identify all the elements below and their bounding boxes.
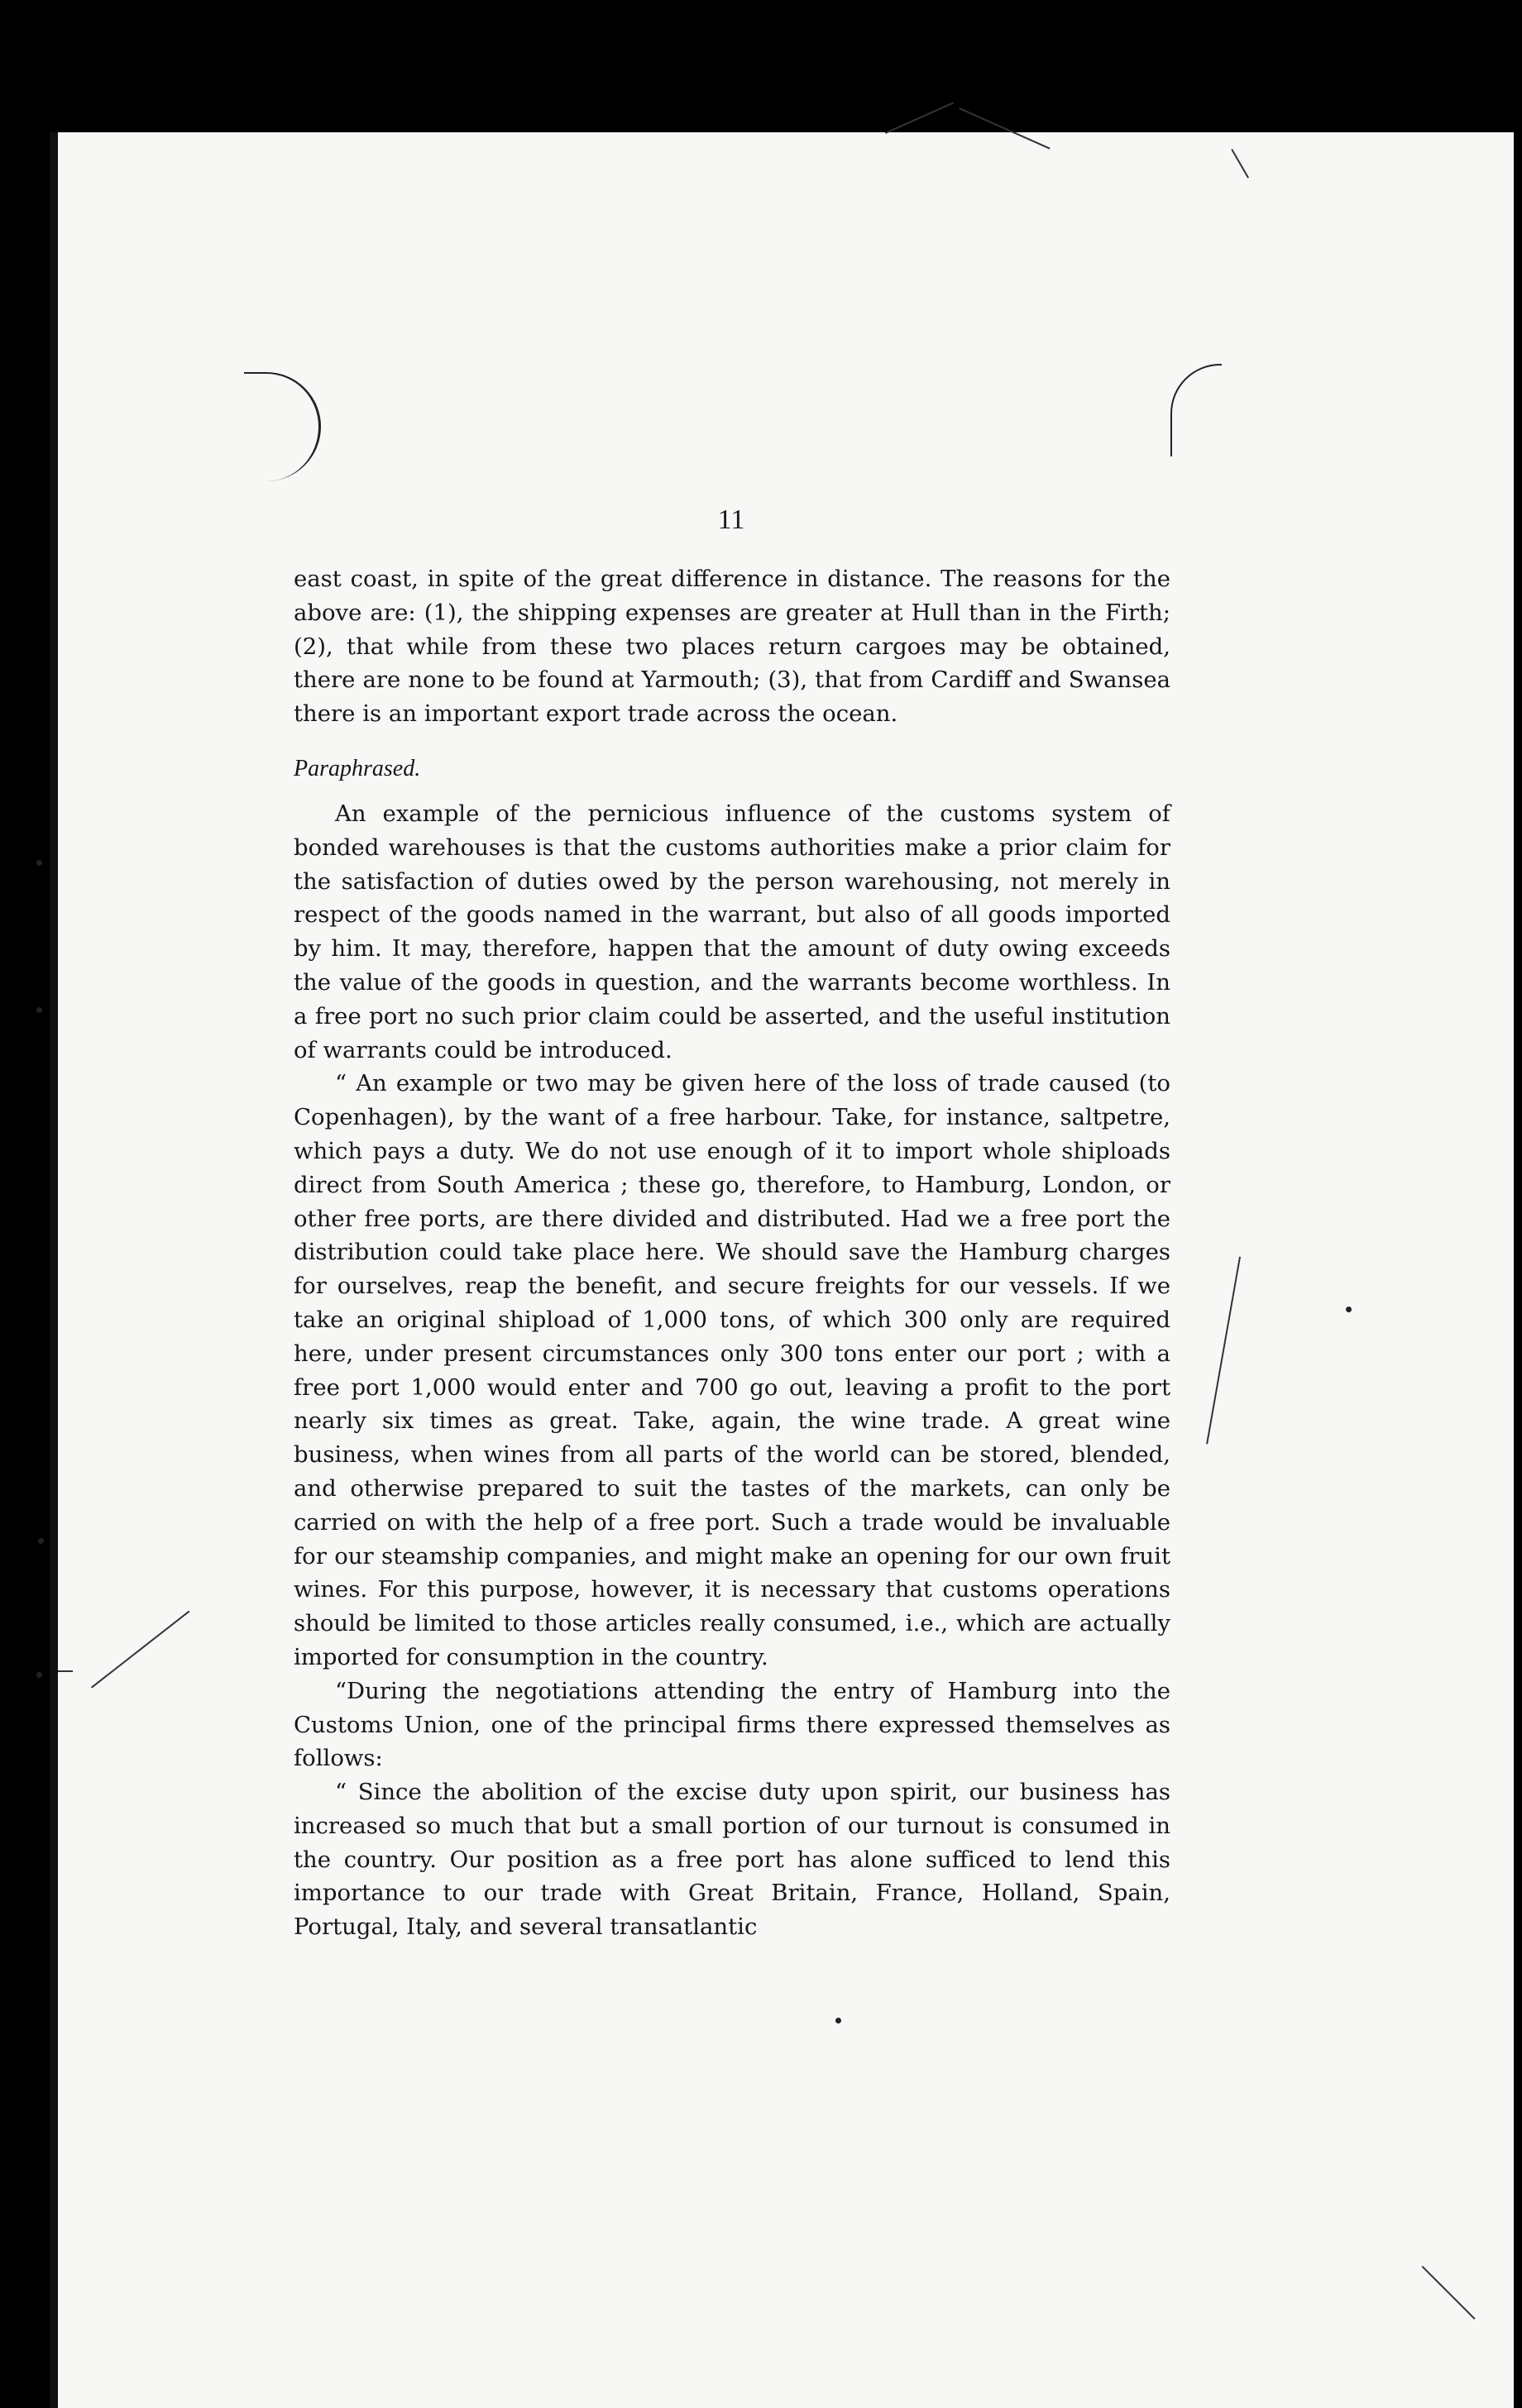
margin-dot-2 <box>36 1007 42 1013</box>
margin-dot-1 <box>36 860 42 866</box>
paragraph-hamburg-negotiations: “During the negotiations attending the entry of Hamburg into the Customs Union, one of the principal firms there expressed themselves as follows: <box>294 1677 1170 1772</box>
scan-mark-stroke-top <box>885 102 954 133</box>
paragraph-excise-duty-quote: “ Since the abolition of the excise duty upon spirit, our business has increased so much that but a small portion of our turnout is consumed in the country. Our position as a free port has alone sufficed to lend this importance to our trade with Great Britain, France, Holland, Spain, Portugal, Italy, and several transatlantic <box>294 1779 1170 1941</box>
scan-mark-tick-left-1 <box>58 1670 73 1672</box>
scan-mark-stroke-right-margin <box>1206 1257 1241 1445</box>
paragraph-bonded-warehouses: An example of the pernicious influence of the customs system of bonded warehouses is that the customs authorities make a prior claim for the satisfaction of duties owed by the person warehousing, not merely in respect of the goods named in the warrant, but also of all goods imported by him. It may, therefore, happen that the amount of duty owing exceeds the value of the goods in question, and the warrants become worthless. In a free port no such prior claim could be asserted, and the useful institution of warrants could be introduced. <box>294 800 1170 1063</box>
scan-mark-stroke-top-right <box>959 108 1050 150</box>
scanned-page <box>50 132 1514 2408</box>
page-number: 11 <box>717 504 745 535</box>
paragraph-east-coast: east coast, in spite of the great difference in distance. The reasons for the above are: (1), the shipping expenses are greater at Hull than in the Firth; (2), that while from these two places return cargoes may be obtained, there are none to be found at Yarmouth; (3), that from Cardiff and Swansea there is an important export trade across the ocean. <box>294 566 1170 728</box>
section-heading-paraphrased: Paraphrased. <box>294 755 421 781</box>
scan-mark-arc-right <box>1170 364 1222 456</box>
scan-mark-stroke-bottom-right <box>1422 2266 1476 2320</box>
paragraph-copenhagen-quote: “ An example or two may be given here of the loss of trade caused (to Copenhagen), by the want of a free harbour. Take, for instance, saltpetre, which pays a duty. We do not use enough of it to import whole shiploads direct from South America ; these go, therefore, to Hamburg, London, or other free ports, are there divided and distributed. Had we a free port the distribution could take place here. We should save the Hamburg charges for ourselves, reap the benefit, and secure freights for our vessels. If we take an original shipload of 1,000 tons, of which 300 only are required here, under present circumstances only 300 tons enter our port ; with a free port 1,000 would enter and 700 go out, leaving a profit to the port nearly six times as great. Take, again, the wine trade. A great wine business, when wines from all parts of the world can be stored, blended, and otherwise prepared to suit the tastes of the markets, can only be carried on with the help of a free port. Such a trade would be invaluable for our steamship companies, and might make an opening for our own fruit wines. For this purpose, however, it is necessary that customs operations should be limited to those articles really consumed, i.e., which are actually imported for consumption in the country. <box>294 1070 1170 1670</box>
margin-dot-4 <box>36 1672 42 1678</box>
margin-dot-6 <box>835 2018 841 2023</box>
scan-mark-stroke-left-margin <box>91 1611 189 1689</box>
body-text <box>294 562 1170 1944</box>
scan-mark-arc-left <box>244 372 321 481</box>
scan-mark-stroke-corner <box>1231 149 1249 179</box>
margin-dot-5 <box>1346 1307 1352 1312</box>
margin-dot-3 <box>38 1538 44 1544</box>
